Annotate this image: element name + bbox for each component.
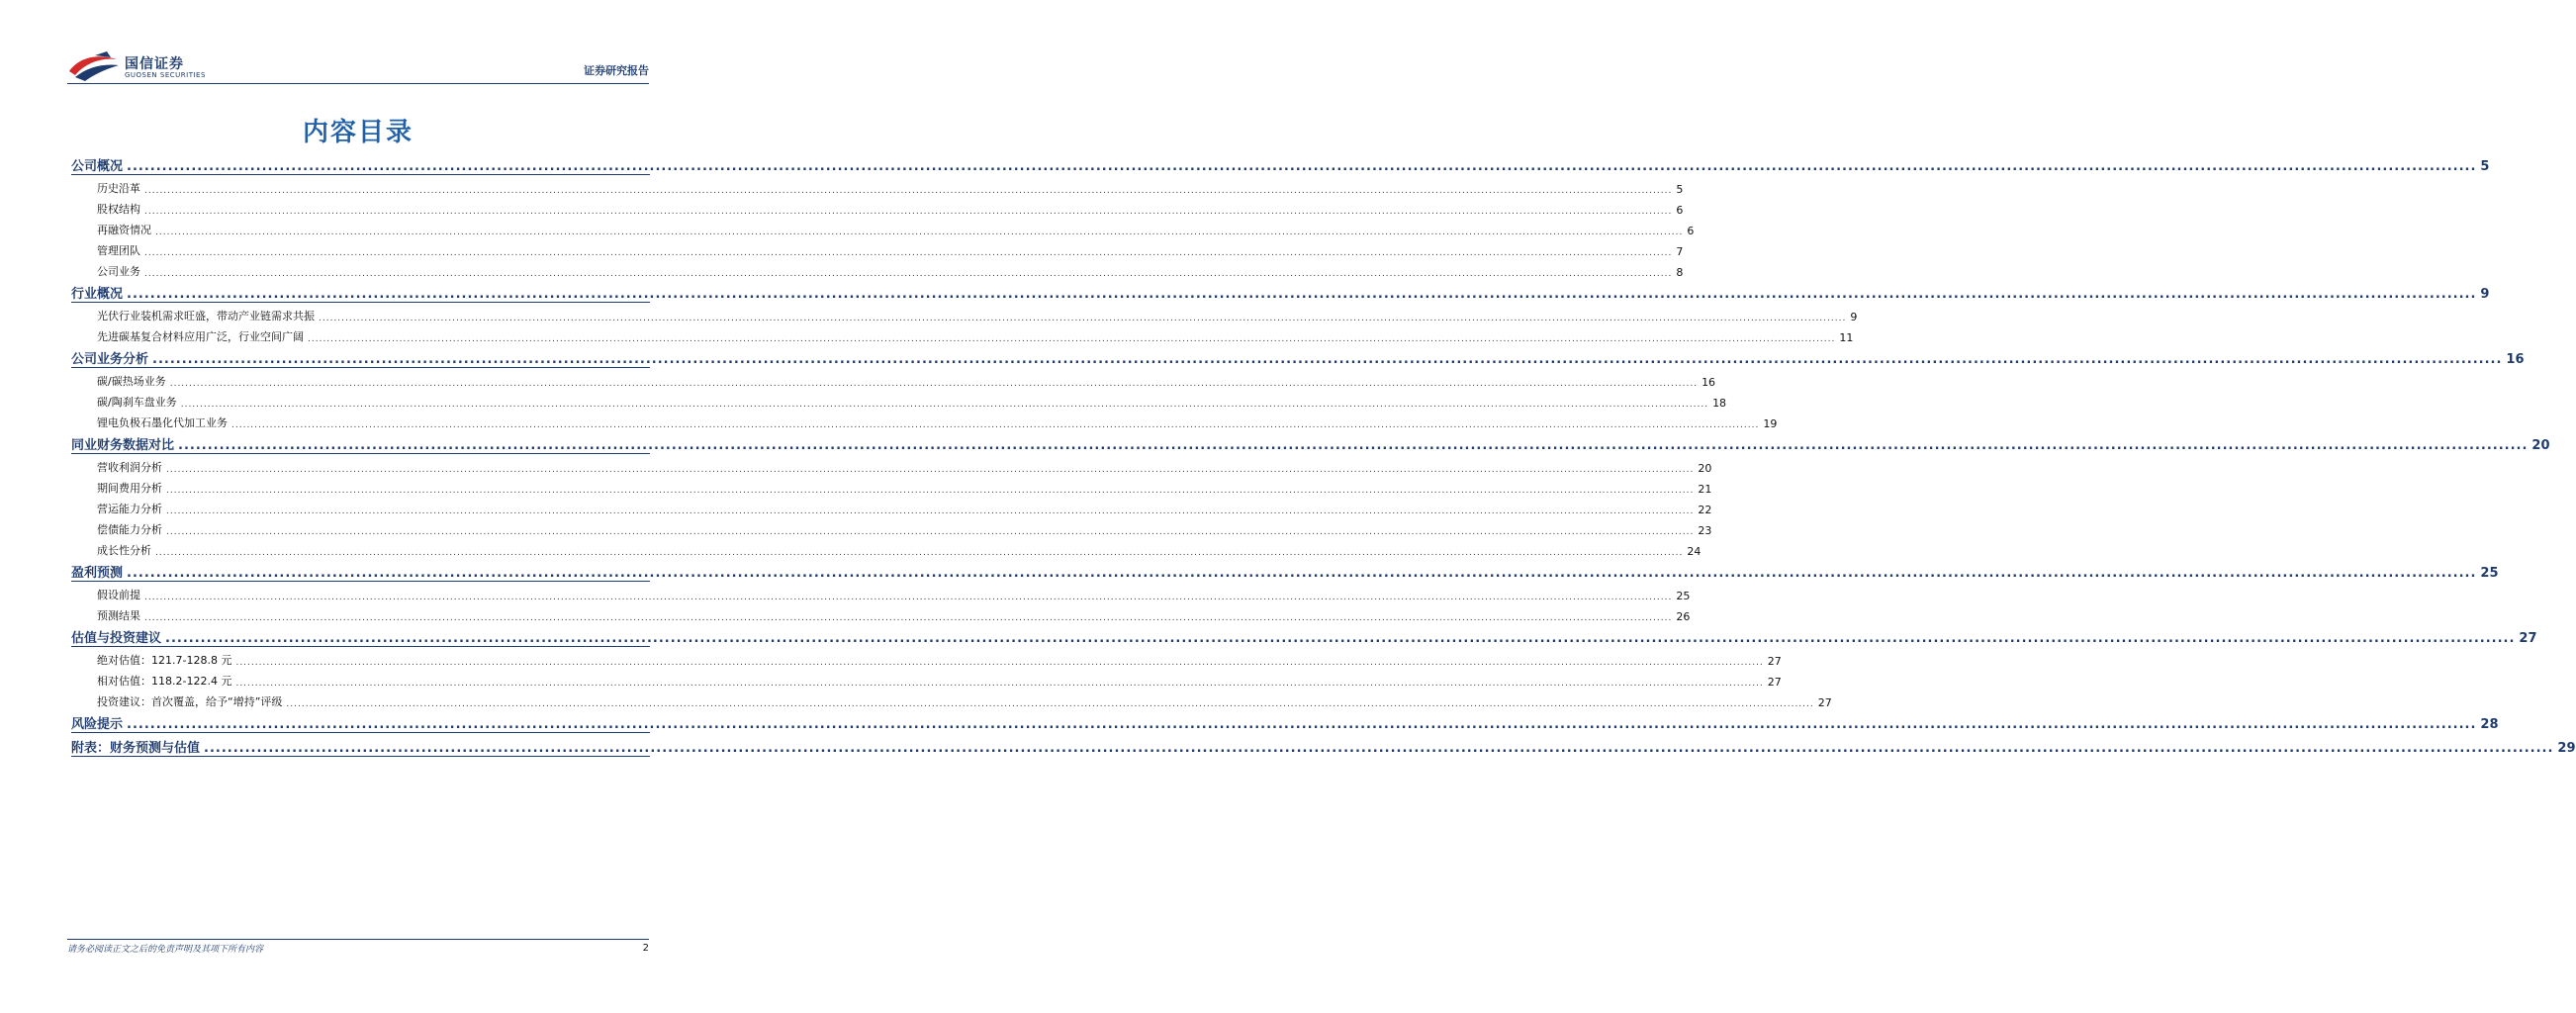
toc-subsection-entry[interactable] [71, 389, 1727, 410]
toc-subsection-entry[interactable] [71, 303, 1858, 323]
page-header [67, 49, 649, 85]
toc-leader-dots: ................................................................................................................................................................................................................................................................................................................................................................................................................ [127, 287, 2477, 302]
toc-leader-dots: ................................................................................................................................................................................................................................................................................................................................................................................................................ [166, 506, 1695, 516]
toc-entry-label: 锂电负极石墨化代加工业务 [97, 414, 231, 430]
toc-leader-dots: ................................................................................................................................................................................................................................................................................................................................................................................................................ [155, 228, 1684, 237]
toc-subsection-entry[interactable] [71, 689, 1832, 709]
toc-entry-page: 20 [2528, 438, 2549, 453]
toc-entry-label: 光伏行业装机需求旺盛，带动产业链需求共振 [97, 308, 319, 323]
toc-subsection-entry[interactable] [71, 537, 1702, 558]
toc-section-entry[interactable] [71, 623, 2537, 647]
guosen-logo-icon [67, 49, 121, 83]
toc-entry-label: 公司概况 [71, 155, 127, 174]
toc-entry-label: 风险提示 [71, 713, 127, 732]
toc-leader-dots: ................................................................................................................................................................................................................................................................................................................................................................................................................ [165, 631, 2516, 646]
toc-entry-page: 27 [1764, 676, 1782, 689]
toc-entry-page: 16 [2502, 352, 2524, 367]
toc-leader-dots: ................................................................................................................................................................................................................................................................................................................................................................................................................ [235, 658, 1764, 668]
toc-entry-page: 6 [1672, 204, 1683, 217]
toc-entry-label: 营收利润分析 [97, 459, 166, 475]
toc-entry-page: 7 [1672, 245, 1683, 258]
toc-leader-dots: ................................................................................................................................................................................................................................................................................................................................................................................................................ [286, 699, 1814, 709]
toc-entry-page: 11 [1835, 331, 1853, 344]
toc-entry-page: 23 [1694, 524, 1711, 537]
toc-entry-page: 19 [1759, 417, 1777, 430]
toc-subsection-entry[interactable] [71, 454, 1712, 475]
toc-entry-page: 20 [1694, 462, 1711, 475]
toc-subsection-entry[interactable] [71, 258, 1684, 279]
guosen-logo [67, 49, 265, 83]
toc-title: 内容目录 [302, 118, 414, 147]
toc-entry-page: 28 [2476, 717, 2498, 732]
toc-entry-page: 27 [2515, 631, 2536, 646]
footer-divider [67, 939, 649, 940]
toc-leader-dots: ................................................................................................................................................................................................................................................................................................................................................................................................................ [204, 741, 2554, 756]
toc-leader-dots: ................................................................................................................................................................................................................................................................................................................................................................................................................ [144, 613, 1673, 623]
toc-leader-dots: ................................................................................................................................................................................................................................................................................................................................................................................................................ [127, 566, 2477, 581]
toc-leader-dots: ................................................................................................................................................................................................................................................................................................................................................................................................................ [169, 379, 1699, 389]
toc-leader-dots: ................................................................................................................................................................................................................................................................................................................................................................................................................ [231, 420, 1760, 430]
toc-subsection-entry[interactable] [71, 496, 1712, 516]
toc-leader-dots: ................................................................................................................................................................................................................................................................................................................................................................................................................ [144, 269, 1673, 279]
toc-subsection-entry[interactable] [71, 196, 1684, 217]
toc-entry-label: 碳/碳热场业务 [97, 373, 170, 389]
toc-entry-page: 6 [1683, 225, 1694, 237]
brand-name-cn: 国信证券 [125, 56, 184, 72]
toc-leader-dots: ................................................................................................................................................................................................................................................................................................................................................................................................................ [144, 593, 1673, 602]
toc-entry-label: 假设前提 [97, 587, 144, 602]
toc-entry-label: 公司业务 [97, 263, 144, 279]
toc-entry-label: 期间费用分析 [97, 480, 166, 496]
toc-section-entry[interactable] [71, 733, 2576, 757]
toc-entry-page: 29 [2553, 741, 2575, 756]
toc-entry-page: 22 [1694, 504, 1711, 516]
toc-subsection-entry[interactable] [71, 368, 1716, 389]
toc-entry-page: 5 [1672, 183, 1683, 196]
toc-leader-dots: ................................................................................................................................................................................................................................................................................................................................................................................................................ [178, 438, 2529, 453]
toc-subsection-entry[interactable] [71, 475, 1712, 496]
brand-name-en: GUOSEN SECURITIES [125, 71, 206, 79]
toc-entry-label: 预测结果 [97, 607, 144, 623]
toc-entry-page: 24 [1683, 545, 1701, 558]
toc-entry-label: 公司业务分析 [71, 348, 152, 367]
toc-entry-page: 16 [1698, 376, 1715, 389]
toc-entry-page: 9 [1846, 311, 1857, 323]
toc-subsection-entry[interactable] [71, 175, 1684, 196]
toc-section-entry[interactable] [71, 151, 2490, 175]
header-divider [67, 83, 649, 84]
report-type: 证券研究报告 [584, 64, 649, 77]
toc-entry-page: 9 [2476, 287, 2489, 302]
toc-entry-label: 附表：财务预测与估值 [71, 737, 204, 756]
toc-leader-dots: ................................................................................................................................................................................................................................................................................................................................................................................................................ [144, 207, 1673, 217]
toc-subsection-entry[interactable] [71, 668, 1782, 689]
toc-entry-label: 估值与投资建议 [71, 627, 165, 646]
footer-disclaimer: 请务必阅读正文之后的免责声明及其项下所有内容 [67, 945, 264, 955]
toc-entry-page: 26 [1672, 610, 1690, 623]
toc-entry-label: 股权结构 [97, 201, 144, 217]
toc-subsection-entry[interactable] [71, 217, 1695, 237]
toc-section-entry[interactable] [71, 709, 2499, 733]
toc-entry-label: 碳/陶刹车盘业务 [97, 394, 181, 410]
toc-leader-dots: ................................................................................................................................................................................................................................................................................................................................................................................................................ [144, 248, 1673, 258]
toc-section-entry[interactable] [71, 430, 2550, 454]
toc-entry-page: 25 [2476, 566, 2498, 581]
toc-section-entry[interactable] [71, 558, 2499, 582]
toc-subsection-entry[interactable] [71, 237, 1684, 258]
toc-leader-dots: ................................................................................................................................................................................................................................................................................................................................................................................................................ [180, 400, 1709, 410]
toc-subsection-entry[interactable] [71, 323, 1854, 344]
toc-subsection-entry[interactable] [71, 410, 1778, 430]
toc-entry-label: 管理团队 [97, 242, 144, 258]
toc-section-entry[interactable] [71, 344, 2525, 368]
toc-entry-label: 历史沿革 [97, 180, 144, 196]
toc-entry-page: 21 [1694, 483, 1711, 496]
toc-entry-label: 偿债能力分析 [97, 521, 166, 537]
toc-leader-dots: ................................................................................................................................................................................................................................................................................................................................................................................................................ [127, 717, 2477, 732]
toc-entry-label: 投资建议：首次覆盖，给予“增持”评级 [97, 693, 286, 709]
toc-leader-dots: ................................................................................................................................................................................................................................................................................................................................................................................................................ [166, 527, 1695, 537]
page-number: 2 [642, 943, 649, 954]
toc-entry-page: 8 [1672, 266, 1683, 279]
toc-entry-label: 成长性分析 [97, 542, 155, 558]
toc-leader-dots: ................................................................................................................................................................................................................................................................................................................................................................................................................ [152, 352, 2503, 367]
table-of-contents [71, 151, 2576, 757]
toc-entry-label: 先进碳基复合材料应用广泛，行业空间广阔 [97, 328, 308, 344]
toc-leader-dots: ................................................................................................................................................................................................................................................................................................................................................................................................................ [166, 486, 1695, 496]
toc-leader-dots: ................................................................................................................................................................................................................................................................................................................................................................................................................ [155, 548, 1684, 558]
toc-leader-dots: ................................................................................................................................................................................................................................................................................................................................................................................................................ [166, 465, 1695, 475]
toc-leader-dots: ................................................................................................................................................................................................................................................................................................................................................................................................................ [127, 159, 2477, 174]
toc-section-entry[interactable] [71, 279, 2490, 303]
toc-subsection-entry[interactable] [71, 647, 1782, 668]
toc-leader-dots: ................................................................................................................................................................................................................................................................................................................................................................................................................ [235, 679, 1764, 689]
toc-leader-dots: ................................................................................................................................................................................................................................................................................................................................................................................................................ [308, 334, 1836, 344]
toc-entry-page: 25 [1672, 590, 1690, 602]
toc-entry-label: 再融资情况 [97, 222, 155, 237]
toc-leader-dots: ................................................................................................................................................................................................................................................................................................................................................................................................................ [319, 314, 1847, 323]
toc-entry-label: 同业财务数据对比 [71, 434, 178, 453]
toc-entry-label: 营运能力分析 [97, 501, 166, 516]
toc-subsection-entry[interactable] [71, 602, 1691, 623]
toc-entry-label: 行业概况 [71, 283, 127, 302]
toc-entry-label: 盈利预测 [71, 562, 127, 581]
toc-entry-page: 18 [1708, 397, 1726, 410]
toc-subsection-entry[interactable] [71, 582, 1691, 602]
toc-entry-page: 27 [1764, 655, 1782, 668]
toc-entry-page: 5 [2476, 159, 2489, 174]
toc-entry-label: 相对估值：118.2-122.4 元 [97, 673, 235, 689]
toc-entry-page: 27 [1814, 696, 1832, 709]
toc-leader-dots: ................................................................................................................................................................................................................................................................................................................................................................................................................ [144, 186, 1673, 196]
toc-entry-label: 绝对估值：121.7-128.8 元 [97, 652, 235, 668]
toc-subsection-entry[interactable] [71, 516, 1712, 537]
